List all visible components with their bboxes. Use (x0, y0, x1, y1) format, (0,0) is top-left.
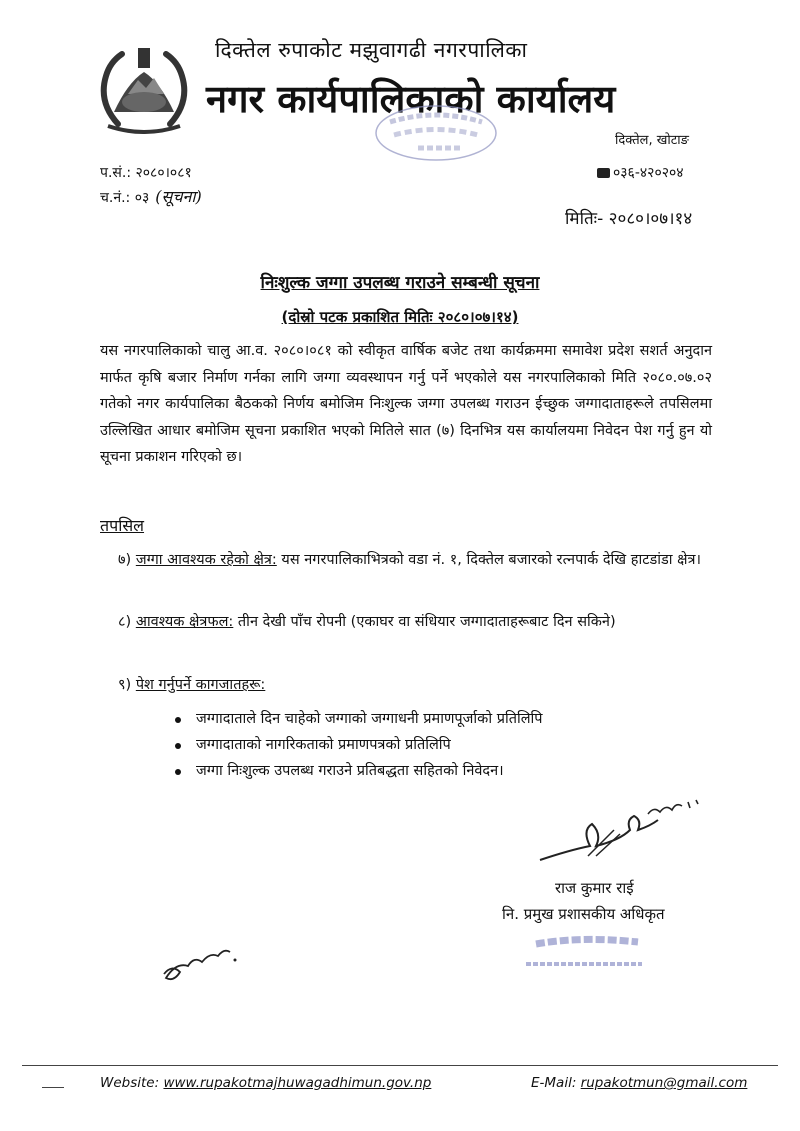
item-number: ९) (118, 677, 132, 693)
office-stamp (372, 102, 500, 164)
telephone-icon (597, 168, 610, 178)
letter-date: मितिः- २०८०।०७।१४ (565, 209, 693, 229)
signer-title: नि. प्रमुख प्रशासकीय अधिकृत (502, 905, 665, 923)
footer-divider (22, 1065, 778, 1066)
dispatch-label: च.नं.: ०३ (100, 190, 150, 206)
footer-email (531, 1075, 747, 1091)
item-label: आवश्यक क्षेत्रफल: (135, 614, 234, 630)
name-stamp (522, 930, 652, 976)
detail-item-area (118, 548, 712, 573)
detail-item-documents (118, 673, 712, 698)
signature (530, 790, 720, 872)
item-label: जग्गा आवश्यक रहेको क्षेत्र: (135, 552, 277, 568)
list-item: जग्गादाताले दिन चाहेको जग्गाको जग्गाधनी प्रमाणपूर्जाको प्रतिलिपि (172, 706, 712, 732)
footer-website (100, 1075, 431, 1091)
office-location: दिक्तेल, खोटाङ (615, 133, 689, 148)
detail-item-size (118, 610, 712, 635)
dispatch-note: (सूचना) (155, 187, 202, 206)
website-link[interactable]: www.rupakotmajhuwagadhimun.gov.np (163, 1075, 432, 1091)
website-label: Website: (100, 1075, 160, 1091)
email-label: E-Mail: (531, 1075, 577, 1091)
documents-list (172, 706, 712, 784)
office-name: नगर कार्यपालिकाको कार्यालय (206, 77, 616, 121)
item-number: ८) (118, 614, 132, 630)
item-label: पेश गर्नुपर्ने कागजातहरू: (135, 677, 266, 693)
notice-title: निःशुल्क जग्गा उपलब्ध गराउने सम्बन्धी सूचना (260, 273, 540, 293)
municipality-name: दिक्तेल रुपाकोट मझुवागढी नगरपालिका (215, 38, 528, 62)
phone-number (597, 163, 684, 182)
list-item: जग्गादाताको नागरिकताको प्रमाणपत्रको प्रतिलिपि (172, 732, 712, 758)
municipality-emblem (88, 42, 200, 134)
details-heading: तपसिल (100, 516, 145, 535)
signer-name: राज कुमार राई (555, 879, 634, 897)
notice-body: यस नगरपालिकाको चालु आ.व. २०८०।०८१ को स्वीकृत वार्षिक बजेट तथा कार्यक्रममा समावेश प्रदेश सशर्त अनुदान मार्फत कृषि बजार निर्माण गर्नका लागि जग्गा व्यवस्थापन गर्नु पर्ने भएकोले यस नगरपालिकाको मिति २०८०.०७.०२ गतेको नगर कार्यपालिका बैठकको निर्णय बमोजिम निःशुल्क जग्गा उपलब्ध गराउन ईच्छुक जग्गादाताहरूले तपसिलमा उल्लिखित आधार बमोजिम सूचना प्रकाशित भएको मितिले सात (७) दिनभित्र यस कार्यालयमा निवेदन पेश गर्नु हुन यो सूचना प्रकाशन गरिएको छ। (100, 343, 712, 465)
email-link[interactable]: rupakotmun@gmail.com (580, 1075, 748, 1091)
dispatch-number (100, 185, 202, 207)
list-item: जग्गा निःशुल्क उपलब्ध गराउने प्रतिबद्धता सहितको निवेदन। (172, 758, 712, 784)
phone-value: ०३६-४२०२०४ (613, 165, 684, 181)
notice-subtitle: (दोस्रो पटक प्रकाशित मितिः २०८०।०७।१४) (281, 308, 519, 326)
initials-signature (158, 938, 240, 986)
letter-number: प.सं.: २०८०।०८१ (100, 165, 192, 181)
item-text: यस नगरपालिकाभित्रको वडा नं. १, दिक्तेल बजारको रत्नपार्क देखि हाटडांडा क्षेत्र। (281, 552, 702, 568)
footer-dash (42, 1087, 64, 1088)
item-number: ७) (118, 552, 132, 568)
item-text: तीन देखी पाँच रोपनी (एकाघर वा संधियार जग्गादाताहरूबाट दिन सकिने) (237, 614, 616, 630)
